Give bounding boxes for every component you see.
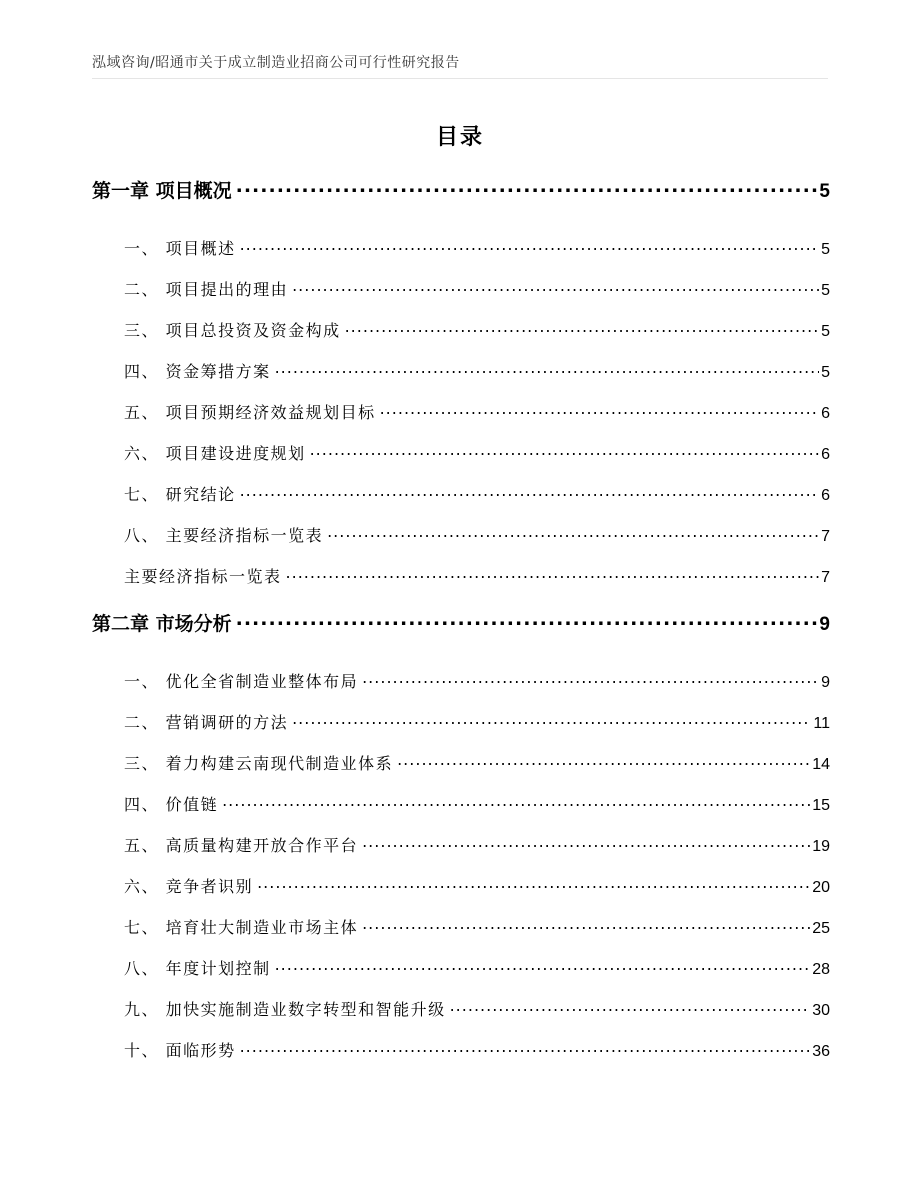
toc-page-number: 11 bbox=[813, 715, 830, 732]
toc-page-number: 5 bbox=[821, 241, 830, 258]
toc-chapter-2[interactable] bbox=[92, 609, 830, 651]
toc-title: 目录 bbox=[435, 125, 484, 150]
toc-leader-dots bbox=[397, 751, 810, 769]
toc-entry-label: 九、 加快实施制造业数字转型和智能升级 bbox=[124, 1000, 446, 1019]
toc-leader-dots bbox=[222, 792, 810, 810]
toc-page-number: 6 bbox=[821, 487, 830, 504]
toc-entry-label: 五、 高质量构建开放合作平台 bbox=[124, 836, 359, 855]
toc-page-number: 20 bbox=[812, 879, 830, 896]
toc-entry[interactable] bbox=[92, 874, 830, 915]
toc-entry-label: 三、 项目总投资及资金构成 bbox=[124, 321, 341, 340]
toc-entry-label: 五、 项目预期经济效益规划目标 bbox=[124, 403, 376, 422]
toc-entry[interactable] bbox=[92, 792, 830, 833]
toc-entry-label: 八、 年度计划控制 bbox=[124, 959, 271, 978]
toc-leader-dots bbox=[240, 236, 820, 254]
toc-entry-label: 三、 着力构建云南现代制造业体系 bbox=[124, 754, 394, 773]
toc-page-number: 15 bbox=[812, 797, 830, 814]
toc-entry[interactable] bbox=[92, 400, 830, 441]
toc-entry-label: 一、 优化全省制造业整体布局 bbox=[124, 672, 359, 691]
toc-chapter-label: 第二章 市场分析 bbox=[92, 613, 232, 635]
toc-page-number: 5 bbox=[821, 282, 830, 299]
toc-entry-label: 四、 价值链 bbox=[124, 795, 219, 814]
toc-leader-dots bbox=[240, 482, 820, 500]
toc-entry-label: 二、 项目提出的理由 bbox=[124, 280, 289, 299]
toc-entry-label: 四、 资金筹措方案 bbox=[124, 362, 271, 381]
toc-entry[interactable] bbox=[92, 956, 830, 997]
toc-entry[interactable] bbox=[92, 751, 830, 792]
toc-page-number: 14 bbox=[812, 756, 830, 773]
toc-leader-dots bbox=[257, 874, 810, 892]
toc-leader-dots bbox=[275, 359, 820, 377]
toc-page-number: 5 bbox=[821, 364, 830, 381]
toc-leader-dots bbox=[275, 956, 811, 974]
toc-chapter-label: 第一章 项目概况 bbox=[92, 180, 232, 202]
toc-leader-dots bbox=[380, 400, 820, 418]
toc-leader-dots bbox=[310, 441, 820, 459]
toc-leader-dots bbox=[362, 669, 819, 687]
header-divider bbox=[92, 78, 828, 79]
toc-entry[interactable] bbox=[92, 833, 830, 874]
toc-entry[interactable] bbox=[92, 915, 830, 956]
toc-leader-dots bbox=[236, 176, 818, 197]
toc-entry[interactable] bbox=[92, 523, 830, 564]
toc-entry[interactable] bbox=[92, 482, 830, 523]
toc-entry[interactable] bbox=[92, 359, 830, 400]
toc-entry-label: 十、 面临形势 bbox=[124, 1041, 236, 1060]
toc-page-number: 36 bbox=[812, 1043, 830, 1060]
toc-entry[interactable] bbox=[92, 277, 830, 318]
toc-entry-label: 七、 培育壮大制造业市场主体 bbox=[124, 918, 359, 937]
toc-page-number: 6 bbox=[821, 446, 830, 463]
toc-page-number: 5 bbox=[821, 323, 830, 340]
toc-leader-dots bbox=[292, 710, 811, 728]
toc-page-number: 5 bbox=[819, 181, 830, 202]
toc-entry-label: 主要经济指标一览表 bbox=[124, 567, 282, 586]
toc-entry-label: 八、 主要经济指标一览表 bbox=[124, 526, 324, 545]
toc-page-number: 7 bbox=[821, 569, 830, 586]
toc-entry[interactable] bbox=[92, 236, 830, 277]
toc-leader-dots bbox=[362, 915, 810, 933]
toc-chapter-1[interactable] bbox=[92, 176, 830, 218]
toc-leader-dots bbox=[327, 523, 819, 541]
toc-leader-dots bbox=[362, 833, 810, 851]
toc-page-number: 19 bbox=[812, 838, 830, 855]
toc-entry[interactable] bbox=[92, 441, 830, 482]
toc-page-number: 7 bbox=[821, 528, 830, 545]
toc-leader-dots bbox=[345, 318, 820, 336]
toc-page-number: 9 bbox=[819, 614, 830, 635]
toc-entry[interactable] bbox=[92, 564, 830, 605]
toc-entry[interactable] bbox=[92, 1038, 830, 1079]
toc-entry[interactable] bbox=[92, 997, 830, 1038]
toc-page-number: 9 bbox=[821, 674, 830, 691]
toc-page-number: 30 bbox=[812, 1002, 830, 1019]
toc-entry-label: 七、 研究结论 bbox=[124, 485, 236, 504]
toc-entry-label: 六、 竞争者识别 bbox=[124, 877, 254, 896]
toc-entry-label: 二、 营销调研的方法 bbox=[124, 713, 289, 732]
toc-page-number: 28 bbox=[812, 961, 830, 978]
toc-page-number: 25 bbox=[812, 920, 830, 937]
toc-leader-dots bbox=[292, 277, 819, 295]
toc-entry[interactable] bbox=[92, 318, 830, 359]
toc-entry-label: 一、 项目概述 bbox=[124, 239, 236, 258]
running-header: 泓域咨询/昭通市关于成立制造业招商公司可行性研究报告 bbox=[92, 55, 460, 71]
toc-entry-label: 六、 项目建设进度规划 bbox=[124, 444, 306, 463]
toc-page-number: 6 bbox=[821, 405, 830, 422]
toc-entry[interactable] bbox=[92, 669, 830, 710]
toc-leader-dots bbox=[450, 997, 811, 1015]
toc-entry[interactable] bbox=[92, 710, 830, 751]
table-of-contents bbox=[92, 176, 830, 1079]
toc-leader-dots bbox=[286, 564, 820, 582]
toc-leader-dots bbox=[240, 1038, 811, 1056]
toc-leader-dots bbox=[236, 609, 818, 630]
